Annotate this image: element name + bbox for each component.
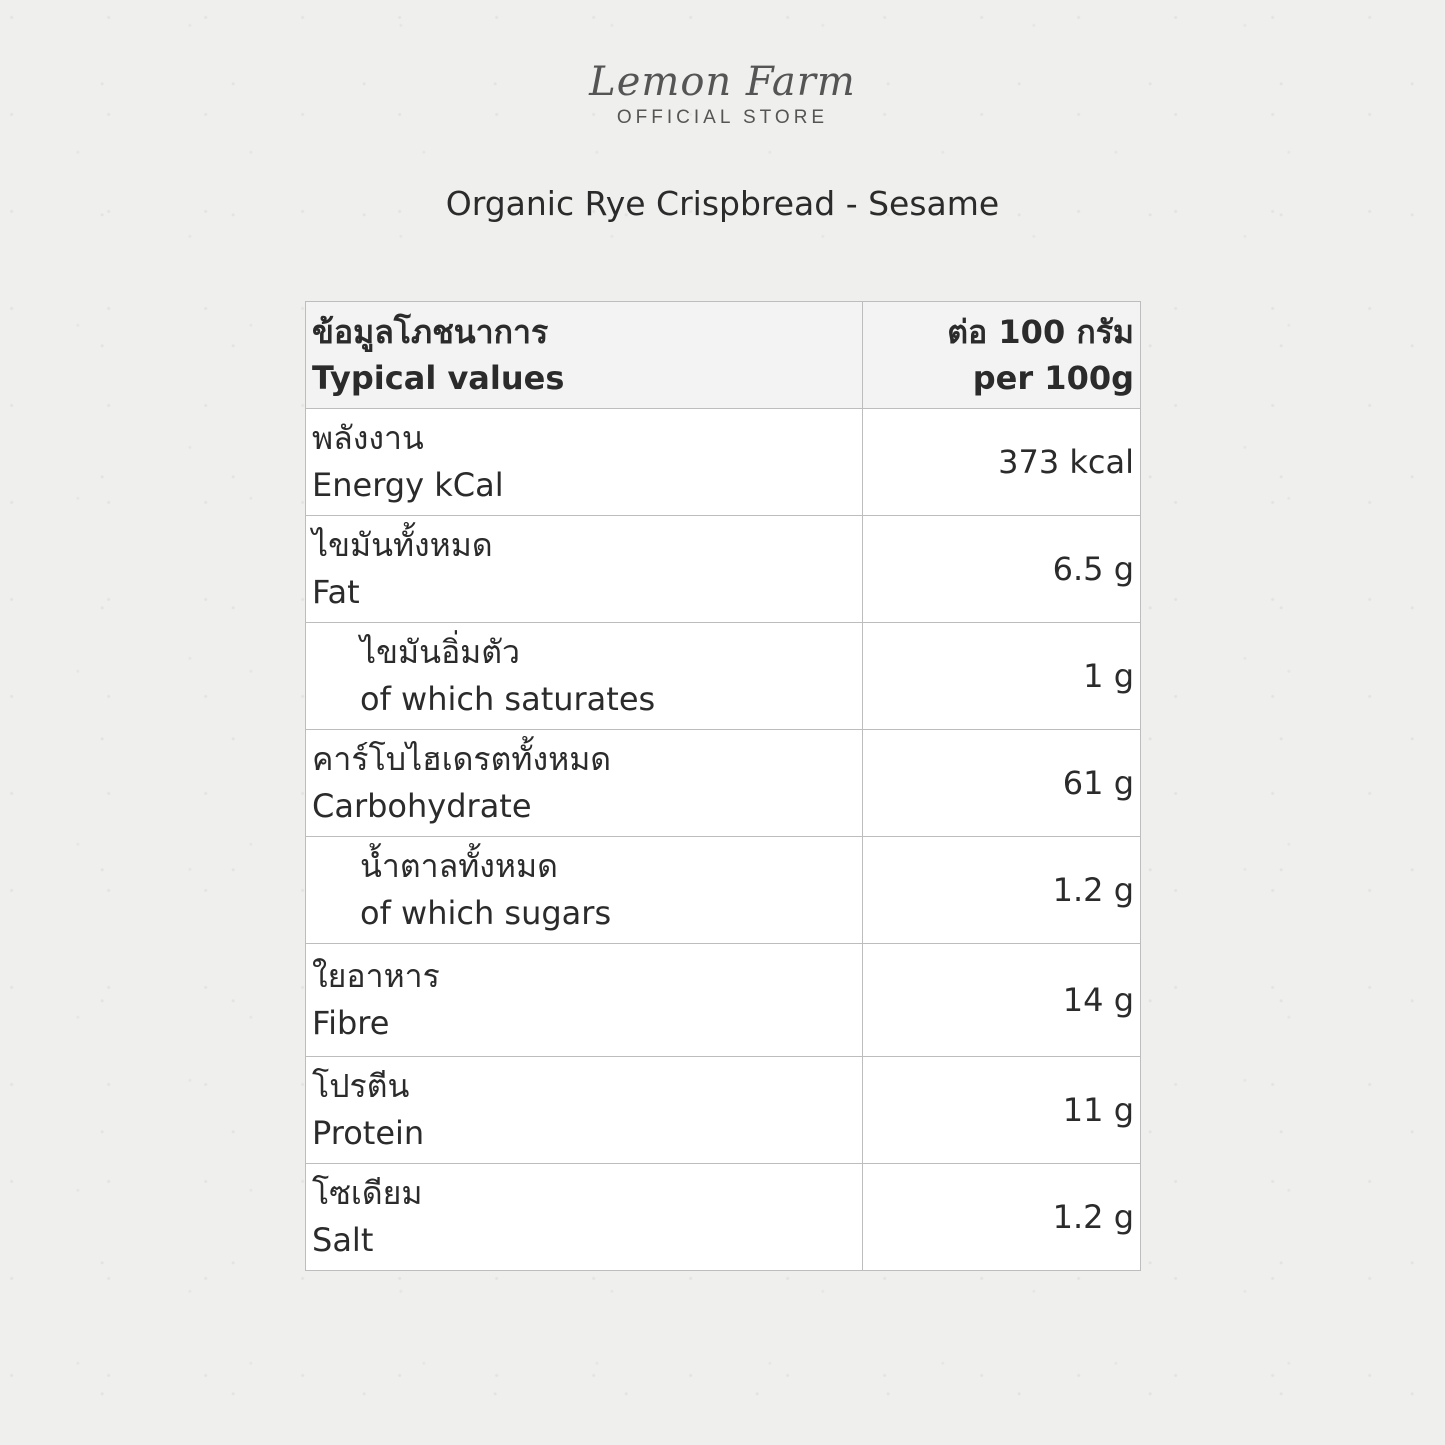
- row-value: 1 g: [863, 623, 1141, 730]
- row-label-th: ใยอาหาร: [312, 957, 440, 995]
- table-row-salt: [306, 1164, 1141, 1271]
- row-value: 11 g: [863, 1057, 1141, 1164]
- row-label-cell: [306, 944, 863, 1057]
- table-row-fibre: [306, 944, 1141, 1057]
- table-row-protein: [306, 1057, 1141, 1164]
- row-value: 14 g: [863, 944, 1141, 1057]
- row-label-en: Energy kCal: [312, 466, 504, 504]
- table-row-carbohydrate: [306, 730, 1141, 837]
- brand-subtitle: OFFICIAL STORE: [616, 107, 829, 128]
- header-value-en: per 100g: [972, 359, 1134, 397]
- table-row-energy: [306, 409, 1141, 516]
- brand-logo: [0, 58, 1445, 130]
- table-row-sugars: [306, 837, 1141, 944]
- row-label-en: Salt: [312, 1221, 374, 1259]
- table-header-row: [306, 302, 1141, 409]
- row-value: 373 kcal: [863, 409, 1141, 516]
- header-label-cell: [306, 302, 863, 409]
- row-label-cell: [306, 1057, 863, 1164]
- row-label-cell: [306, 409, 863, 516]
- brand-name: Lemon Farm: [589, 59, 856, 105]
- row-label-en: Fibre: [312, 1004, 390, 1042]
- table-row-saturates: [306, 623, 1141, 730]
- header-value-cell: [863, 302, 1141, 409]
- row-label-th: น้ำตาลทั้งหมด: [360, 847, 558, 885]
- row-label-cell: [306, 837, 863, 944]
- row-value: 1.2 g: [863, 837, 1141, 944]
- row-label-en: of which saturates: [360, 680, 656, 718]
- row-value: 6.5 g: [863, 516, 1141, 623]
- header-label-en: Typical values: [312, 359, 565, 397]
- row-label-th: คาร์โบไฮเดรตทั้งหมด: [312, 740, 612, 778]
- row-label-en: of which sugars: [360, 894, 612, 932]
- row-label-th: โซเดียม: [312, 1174, 423, 1212]
- table-row-fat: [306, 516, 1141, 623]
- row-label-cell: [306, 516, 863, 623]
- header-label-th: ข้อมูลโภชนาการ: [312, 313, 549, 351]
- row-label-cell: [306, 730, 863, 837]
- row-label-th: ไขมันอิ่มตัว: [360, 633, 520, 671]
- row-label-en: Fat: [312, 573, 360, 611]
- row-label-en: Protein: [312, 1114, 425, 1152]
- header-value-th: ต่อ 100 กรัม: [947, 313, 1134, 351]
- row-label-th: พลังงาน: [312, 419, 424, 457]
- row-label-en: Carbohydrate: [312, 787, 532, 825]
- row-value: 61 g: [863, 730, 1141, 837]
- row-label-th: ไขมันทั้งหมด: [312, 526, 493, 564]
- row-label-cell: [306, 1164, 863, 1271]
- nutrition-table: [305, 301, 1141, 1271]
- row-label-cell: [306, 623, 863, 730]
- product-title: Organic Rye Crispbread - Sesame: [445, 184, 1000, 223]
- row-label-th: โปรตีน: [312, 1067, 410, 1105]
- row-value: 1.2 g: [863, 1164, 1141, 1271]
